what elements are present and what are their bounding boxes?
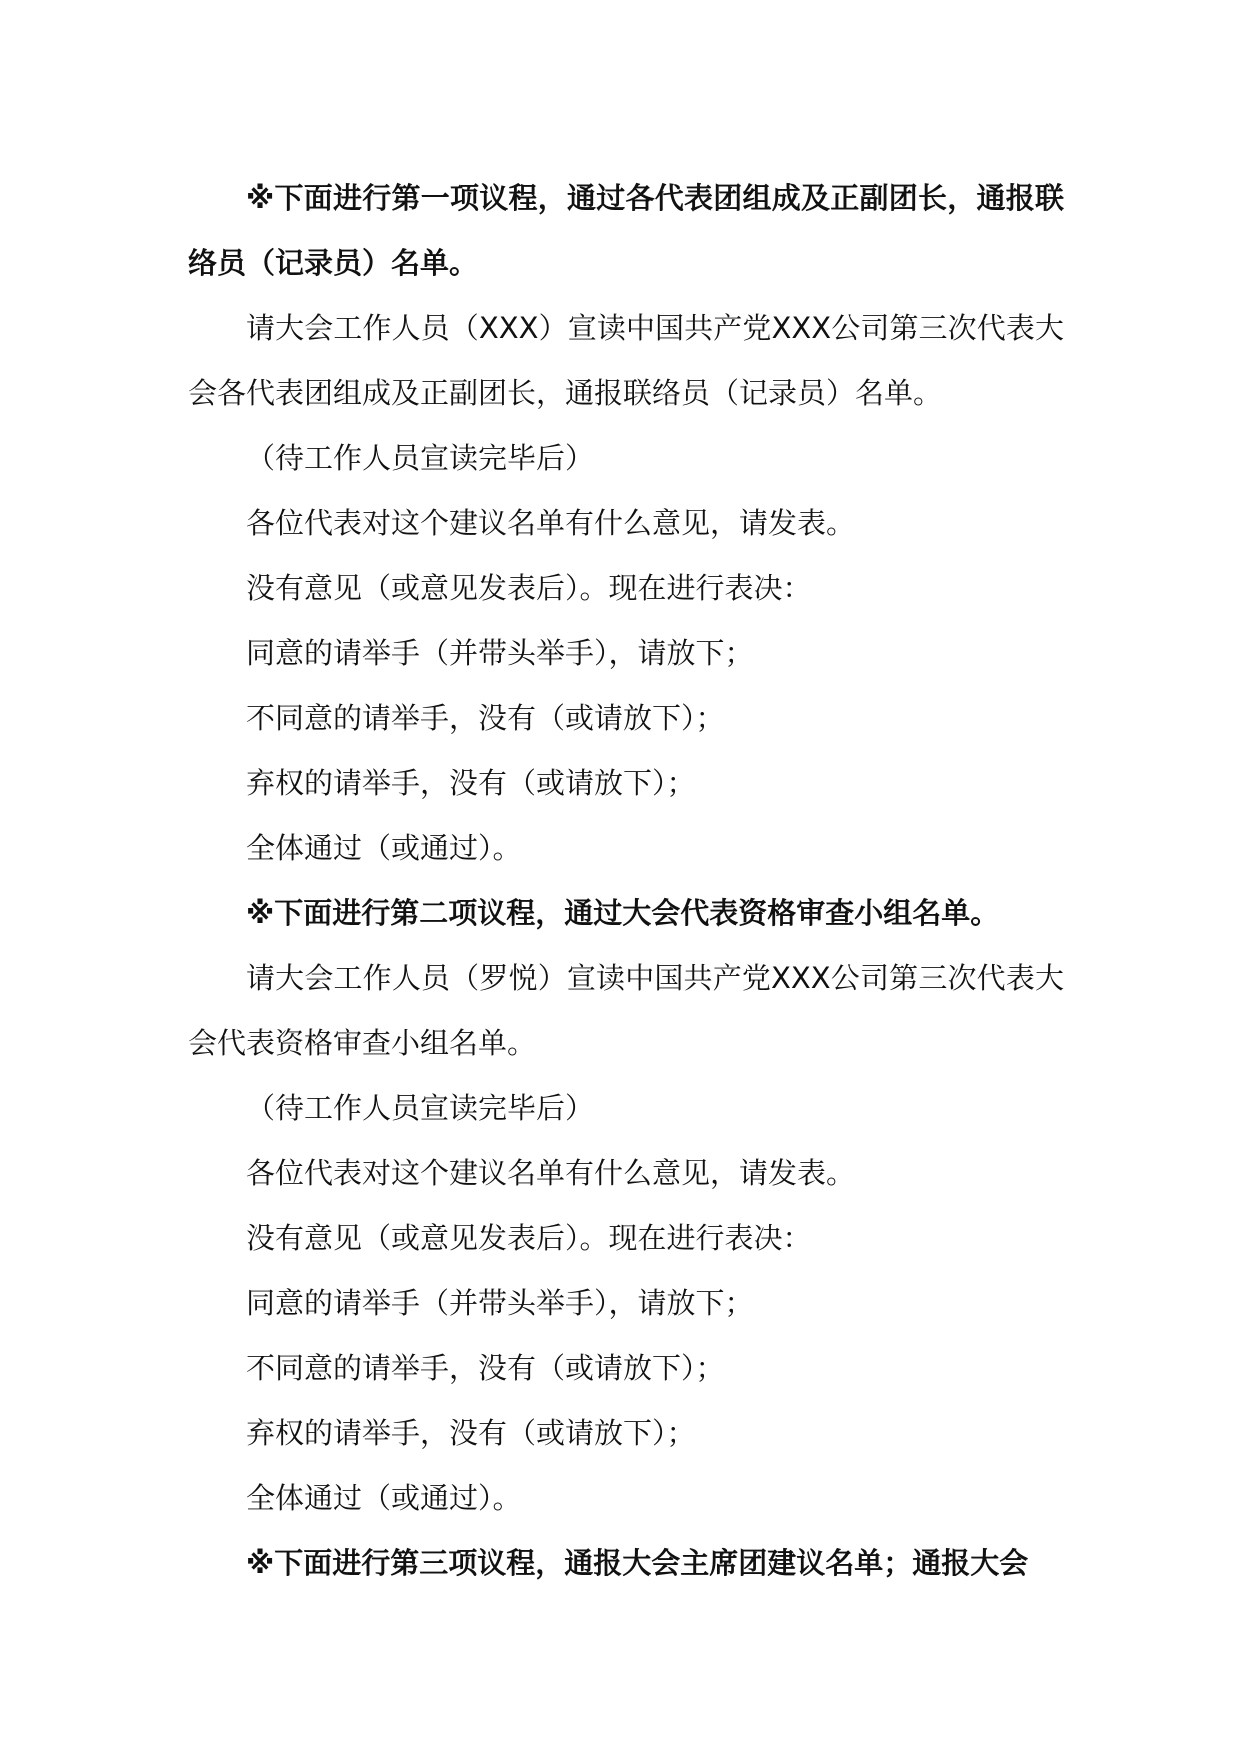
body-paragraph: 请大会工作人员（罗悦）宣读中国共产党XXX公司第三次代表大会代表资格审查小组名单。 (188, 961, 1064, 1060)
body-paragraph: 没有意见（或意见发表后）。现在进行表决： (246, 1221, 812, 1255)
body-paragraph: （待工作人员宣读完毕后） (246, 1091, 595, 1125)
body-paragraph: 各位代表对这个建议名单有什么意见，请发表。 (246, 1156, 856, 1190)
body-paragraph: （待工作人员宣读完毕后） (246, 441, 595, 475)
agenda-heading-2: ※下面进行第二项议程，通过大会代表资格审查小组名单。 (246, 896, 1000, 930)
body-paragraph: 没有意见（或意见发表后）。现在进行表决： (246, 571, 812, 605)
document-page (188, 166, 1064, 1596)
body-paragraph: 同意的请举手（并带头举手），请放下； (246, 1286, 754, 1320)
body-paragraph: 各位代表对这个建议名单有什么意见，请发表。 (246, 506, 856, 540)
body-paragraph: 不同意的请举手，没有（或请放下）； (246, 701, 725, 735)
body-paragraph: 全体通过（或通过）。 (246, 1481, 522, 1515)
body-paragraph: 不同意的请举手，没有（或请放下）； (246, 1351, 725, 1385)
body-paragraph: 全体通过（或通过）。 (246, 831, 522, 865)
agenda-heading-3: ※下面进行第三项议程，通报大会主席团建议名单；通报大会 (246, 1546, 1029, 1580)
agenda-heading-1: ※下面进行第一项议程，通过各代表团组成及正副团长，通报联络员（记录员）名单。 (188, 181, 1064, 280)
body-paragraph: 同意的请举手（并带头举手），请放下； (246, 636, 754, 670)
body-paragraph: 弃权的请举手，没有（或请放下）； (246, 1416, 696, 1450)
body-paragraph: 请大会工作人员（XXX）宣读中国共产党XXX公司第三次代表大会各代表团组成及正副团长，通报联络员（记录员）名单。 (188, 311, 1064, 410)
body-paragraph: 弃权的请举手，没有（或请放下）； (246, 766, 696, 800)
